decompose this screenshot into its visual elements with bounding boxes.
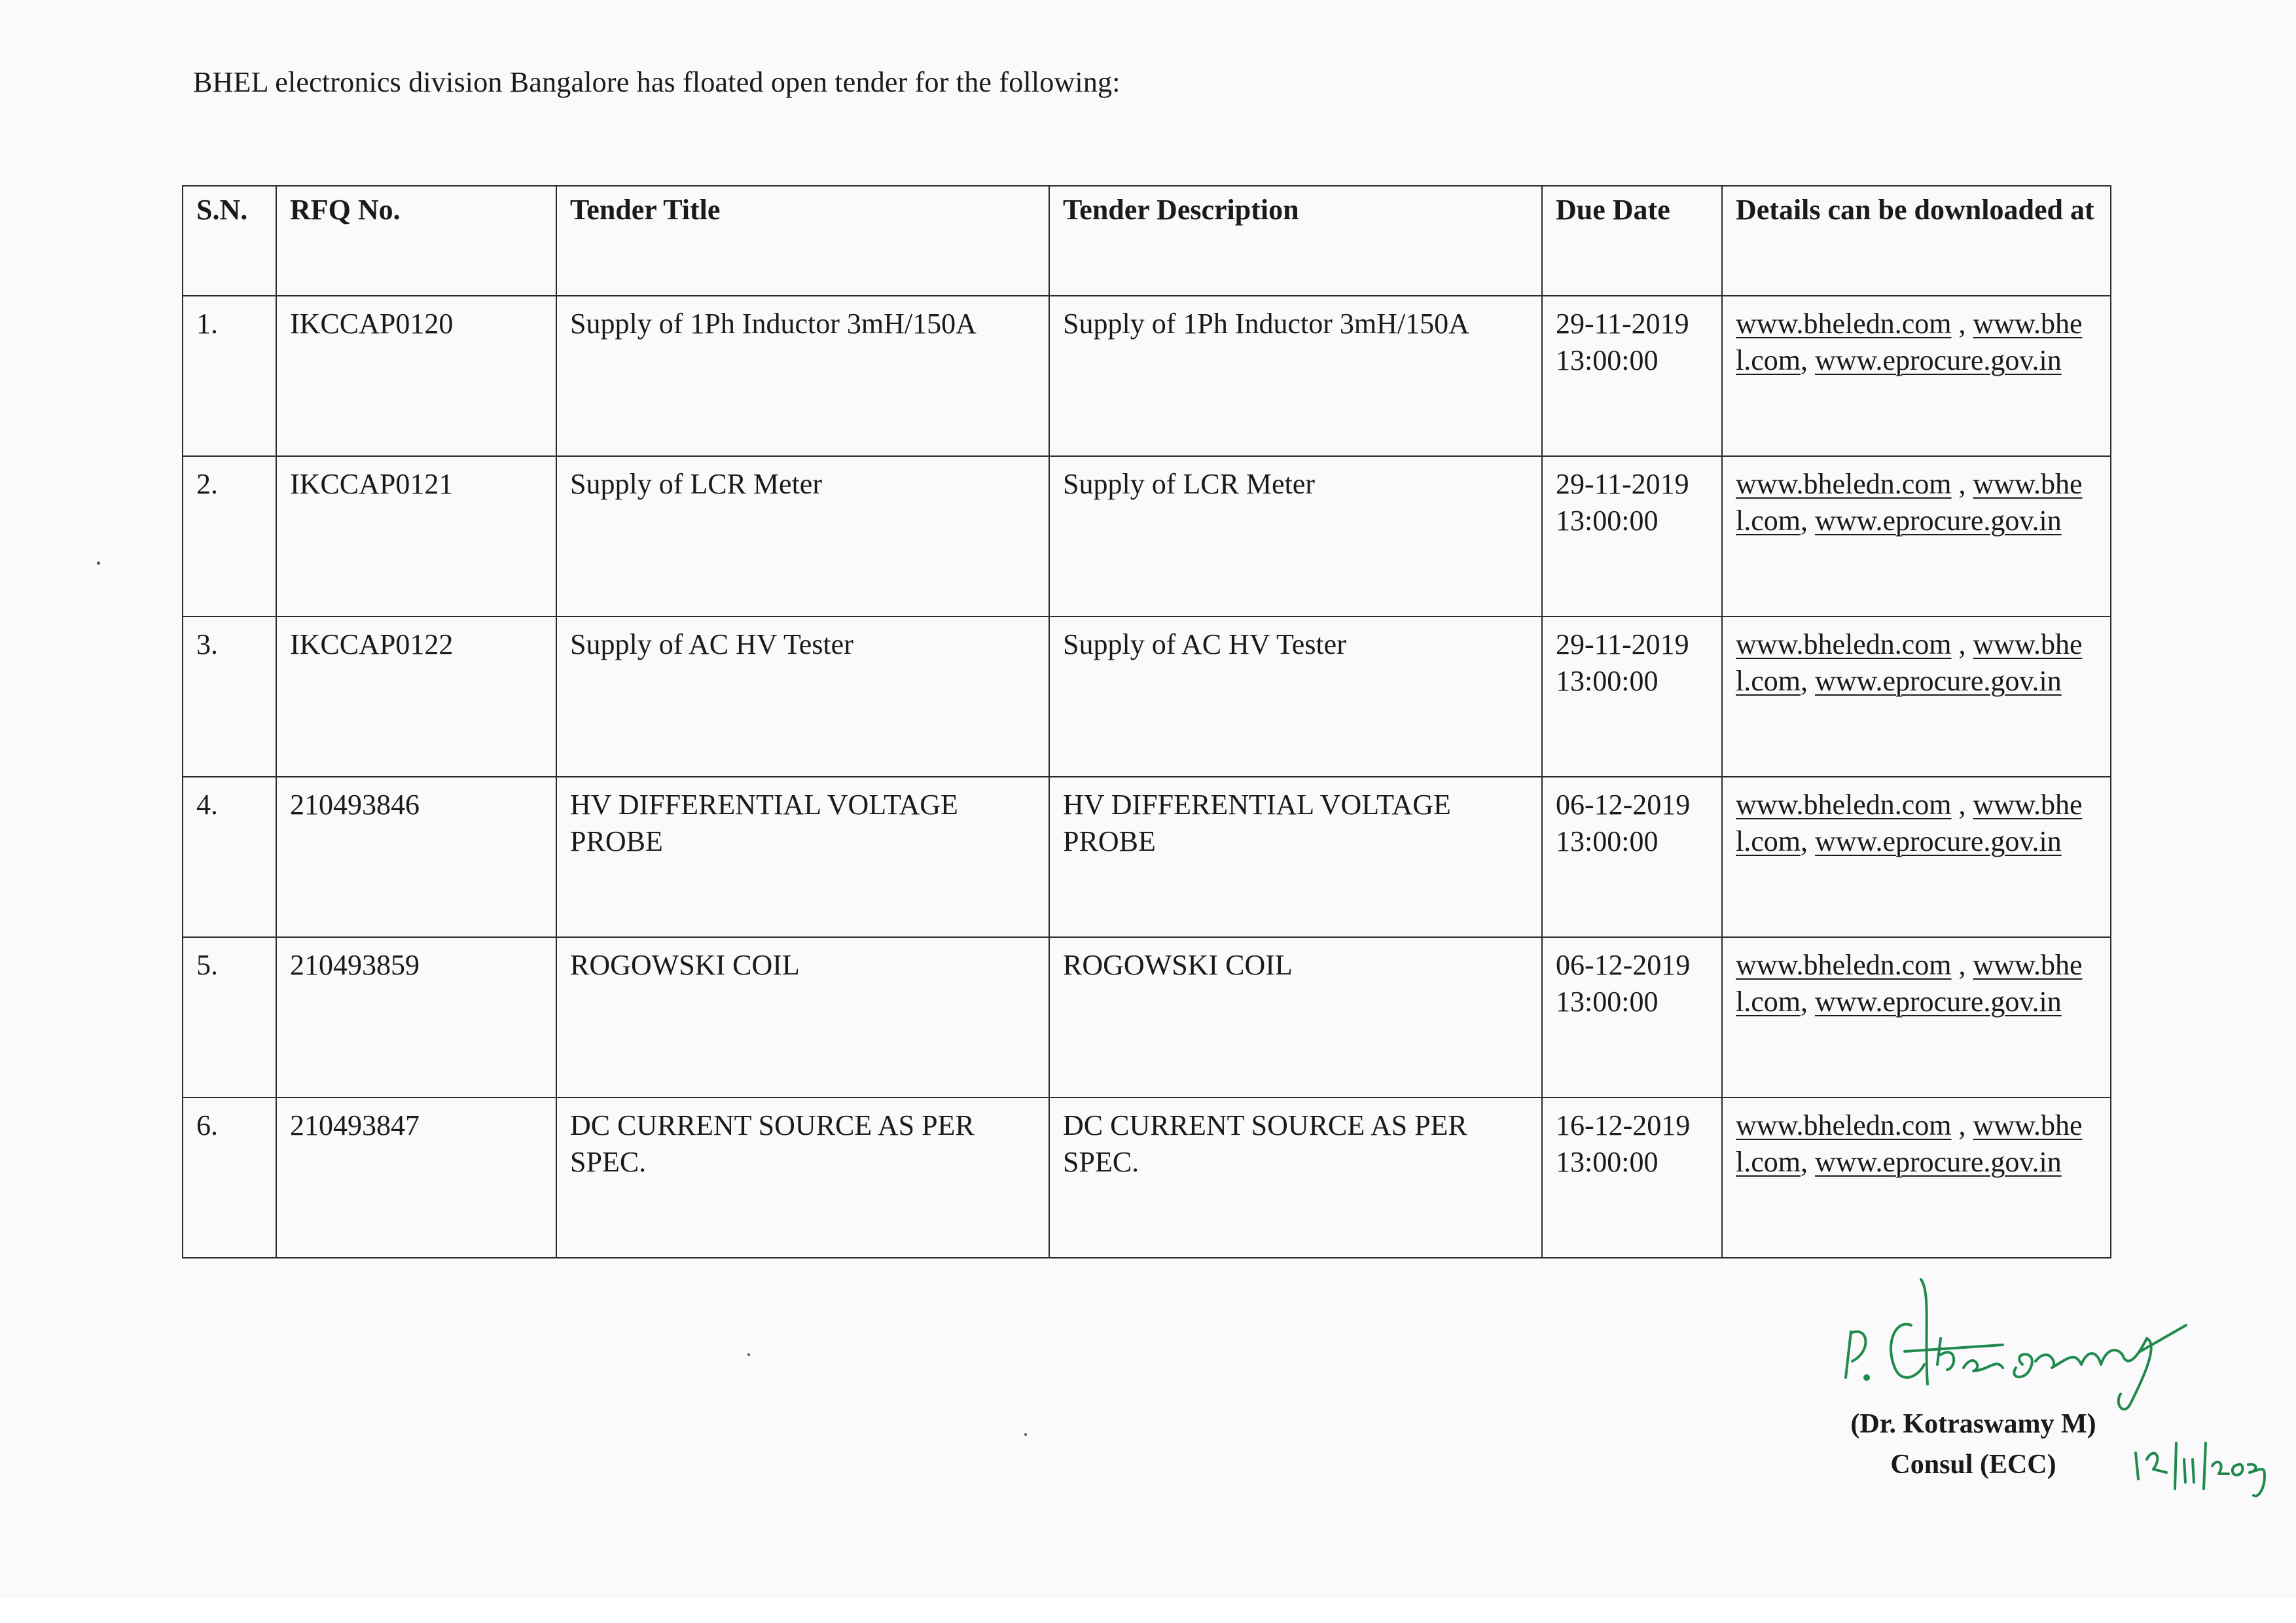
link-eprocure[interactable]: www.eprocure.gov.in — [1814, 1146, 2062, 1178]
link-bhel[interactable]: www.bhel.com — [1736, 789, 2083, 857]
handwritten-date — [2130, 1433, 2281, 1505]
cell-sn: 1. — [183, 296, 276, 456]
link-separator: , — [1800, 825, 1815, 857]
cell-rfq-no: IKCCAP0121 — [276, 456, 556, 616]
cell-sn: 6. — [183, 1097, 276, 1258]
link-eprocure[interactable]: www.eprocure.gov.in — [1814, 665, 2062, 697]
link-separator: , — [1951, 628, 1973, 660]
link-bheledn[interactable]: www.bheledn.com — [1736, 468, 1952, 500]
link-separator: , — [1800, 344, 1815, 376]
cell-tender-description: ROGOWSKI COIL — [1049, 937, 1542, 1097]
cell-rfq-no: 210493846 — [276, 777, 556, 937]
link-bhel[interactable]: www.bhel.com — [1736, 949, 2083, 1018]
link-bhel[interactable]: www.bhel.com — [1736, 308, 2083, 376]
cell-due-date — [1542, 1097, 1722, 1258]
header-tender-description: Tender Description — [1049, 186, 1542, 296]
link-separator: , — [1951, 949, 1973, 981]
link-bhel[interactable]: www.bhel.com — [1736, 628, 2083, 697]
link-separator: , — [1951, 789, 1973, 821]
link-bheledn[interactable]: www.bheledn.com — [1736, 949, 1952, 981]
link-separator: , — [1800, 505, 1815, 537]
cell-download-links — [1722, 296, 2111, 456]
link-bheledn[interactable]: www.bheledn.com — [1736, 1109, 1952, 1141]
cell-download-links — [1722, 616, 2111, 777]
link-eprocure[interactable]: www.eprocure.gov.in — [1814, 505, 2062, 537]
table-row — [183, 616, 2111, 777]
cell-due-date — [1542, 937, 1722, 1097]
due-time-value: 13:00:00 — [1556, 1146, 1659, 1178]
cell-tender-title: Supply of 1Ph Inductor 3mH/150A — [556, 296, 1049, 456]
header-sn: S.N. — [183, 186, 276, 296]
tender-table — [182, 185, 2111, 1258]
due-time-value: 13:00:00 — [1556, 344, 1659, 376]
link-separator: , — [1951, 468, 1973, 500]
cell-rfq-no: IKCCAP0120 — [276, 296, 556, 456]
cell-due-date — [1542, 296, 1722, 456]
scan-speck — [1024, 1433, 1027, 1436]
link-eprocure[interactable]: www.eprocure.gov.in — [1814, 825, 2062, 857]
cell-tender-description: DC CURRENT SOURCE AS PER SPEC. — [1049, 1097, 1542, 1258]
signatory-block — [1829, 1404, 2117, 1485]
cell-sn: 2. — [183, 456, 276, 616]
link-bheledn[interactable]: www.bheledn.com — [1736, 789, 1952, 821]
table-row — [183, 296, 2111, 456]
header-tender-title: Tender Title — [556, 186, 1049, 296]
due-time-value: 13:00:00 — [1556, 825, 1659, 857]
link-separator: , — [1951, 1109, 1973, 1141]
due-time-value: 13:00:00 — [1556, 665, 1659, 697]
link-bheledn[interactable]: www.bheledn.com — [1736, 628, 1952, 660]
cell-sn: 5. — [183, 937, 276, 1097]
cell-download-links — [1722, 1097, 2111, 1258]
signatory-designation: Consul (ECC) — [1890, 1450, 2056, 1480]
link-eprocure[interactable]: www.eprocure.gov.in — [1814, 986, 2062, 1018]
table-row — [183, 456, 2111, 616]
cell-tender-title: HV DIFFERENTIAL VOLTAGE PROBE — [556, 777, 1049, 937]
cell-due-date — [1542, 616, 1722, 777]
due-time-value: 13:00:00 — [1556, 986, 1659, 1018]
cell-download-links — [1722, 937, 2111, 1097]
due-date-value: 16-12-2019 — [1556, 1109, 1691, 1141]
header-rfq-no: RFQ No. — [276, 186, 556, 296]
link-bhel[interactable]: www.bhel.com — [1736, 468, 2083, 537]
cell-sn: 3. — [183, 616, 276, 777]
cell-rfq-no: IKCCAP0122 — [276, 616, 556, 777]
table-row — [183, 937, 2111, 1097]
scan-speck — [747, 1353, 750, 1356]
scan-speck — [97, 562, 100, 565]
table-row — [183, 777, 2111, 937]
cell-due-date — [1542, 456, 1722, 616]
link-bhel[interactable]: www.bhel.com — [1736, 1109, 2083, 1178]
cell-tender-description: Supply of LCR Meter — [1049, 456, 1542, 616]
cell-tender-title: Supply of AC HV Tester — [556, 616, 1049, 777]
header-details: Details can be downloaded at — [1722, 186, 2111, 296]
intro-text: BHEL electronics division Bangalore has floated open tender for the following: — [193, 66, 1121, 98]
cell-rfq-no: 210493859 — [276, 937, 556, 1097]
header-due-date: Due Date — [1542, 186, 1722, 296]
cell-tender-title: Supply of LCR Meter — [556, 456, 1049, 616]
signatory-name: (Dr. Kotraswamy M) — [1850, 1409, 2096, 1439]
due-date-value: 06-12-2019 — [1556, 789, 1691, 821]
link-separator: , — [1951, 308, 1973, 340]
cell-tender-title: ROGOWSKI COIL — [556, 937, 1049, 1097]
cell-download-links — [1722, 456, 2111, 616]
link-bheledn[interactable]: www.bheledn.com — [1736, 308, 1952, 340]
cell-tender-description: Supply of AC HV Tester — [1049, 616, 1542, 777]
cell-tender-description: HV DIFFERENTIAL VOLTAGE PROBE — [1049, 777, 1542, 937]
handwritten-signature — [1833, 1253, 2199, 1417]
cell-due-date — [1542, 777, 1722, 937]
due-date-value: 06-12-2019 — [1556, 949, 1691, 981]
cell-tender-title: DC CURRENT SOURCE AS PER SPEC. — [556, 1097, 1049, 1258]
table-header-row — [183, 186, 2111, 296]
link-separator: , — [1800, 665, 1815, 697]
link-eprocure[interactable]: www.eprocure.gov.in — [1814, 344, 2062, 376]
cell-download-links — [1722, 777, 2111, 937]
link-separator: , — [1800, 1146, 1815, 1178]
due-date-value: 29-11-2019 — [1556, 468, 1689, 500]
due-date-value: 29-11-2019 — [1556, 628, 1689, 660]
due-time-value: 13:00:00 — [1556, 505, 1659, 537]
table-row — [183, 1097, 2111, 1258]
due-date-value: 29-11-2019 — [1556, 308, 1689, 340]
cell-sn: 4. — [183, 777, 276, 937]
scan-margin — [0, 1598, 2296, 1623]
cell-rfq-no: 210493847 — [276, 1097, 556, 1258]
link-separator: , — [1800, 986, 1815, 1018]
cell-tender-description: Supply of 1Ph Inductor 3mH/150A — [1049, 296, 1542, 456]
